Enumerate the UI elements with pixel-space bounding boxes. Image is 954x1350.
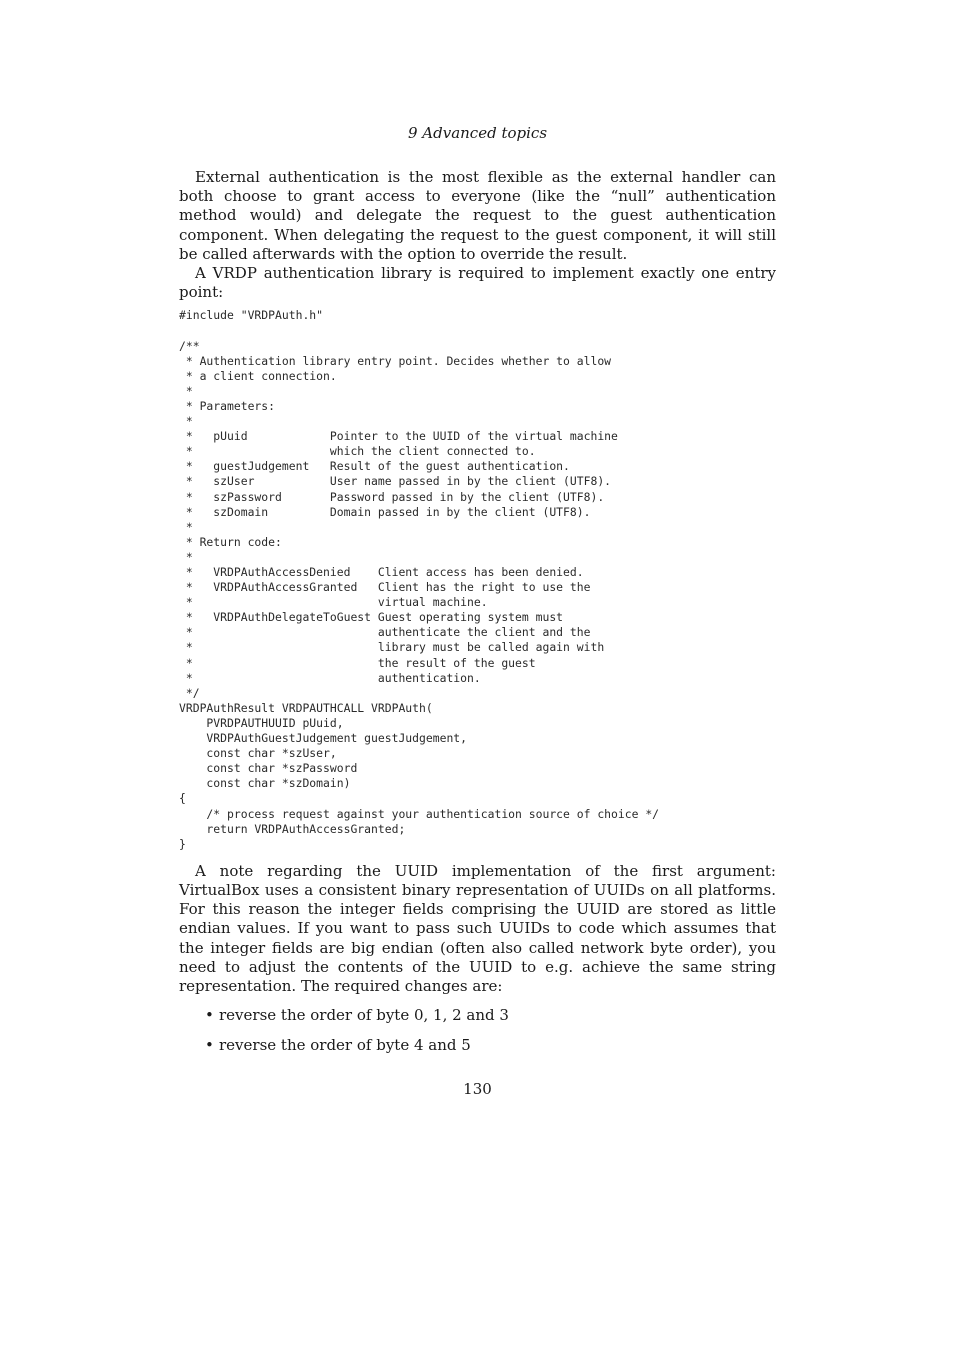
list-item [205, 1036, 776, 1055]
running-head: 9 Advanced topics [407, 124, 548, 142]
page-number: 130 [463, 1080, 492, 1098]
paragraph-external-auth: External authentication is the most flexible as the external handler can both choose to grant access to everyone (like the “null” authentication method would) and delegate the request to the guest authentication component. When delegating the request to the guest component, it will still be called afterwards with the option to override the result. [179, 168, 776, 263]
paragraph-uuid-note: A note regarding the UUID implementation of the first argument: VirtualBox uses a consistent binary representation of UUIDs on all platforms. For this reason the integer fields comprising the UUID are stored as little endian values. If you want to pass such UUIDs to code which assumes that the integer fields are big endian (often also called network byte order), you need to adjust the contents of the UUID to e.g. achieve the same string representation. The required changes are: [179, 861, 776, 996]
paragraph-entry-point: A VRDP authentication library is required to implement exactly one entry point: [179, 264, 776, 302]
bullet-icon: • [205, 1036, 214, 1055]
list-item-text: reverse the order of byte 4 and 5 [219, 1036, 471, 1055]
code-block-vrdpauth: #include "VRDPAuth.h" /** * Authentication library entry point. Decides whether to allow * a client connection. * * Parameters: * * pUuid Pointer to the UUID of the virtual machine * which the client connected to. * guestJudgement Result of the guest authentication. * szUser User name passed in by the client (UTF8). * szPassword Password passed in by the client (UTF8). * szDomain Domain passed in by the client (UTF8). * * Return code: * * VRDPAuthAccessDenied Client access has been denied. * VRDPAuthAccessGranted Client has the right to use the * virtual machine. * VRDPAuthDelegateToGuest Guest operating system must * authenticate the client and the * library must be called again with * the result of the guest * authentication. */ VRDPAuthResult VRDPAUTHCALL VRDPAuth( PVRDPAUTHUUID pUuid, VRDPAuthGuestJudgement guestJudgement, const char *szUser, const char *szPassword const char *szDomain) { /* process request against your authentication source of choice */ return VRDPAuthAccessGranted; } [179, 308, 660, 851]
list-item [205, 1006, 776, 1025]
list-item-text: reverse the order of byte 0, 1, 2 and 3 [219, 1006, 509, 1025]
bullet-icon: • [205, 1006, 214, 1025]
bullet-list [179, 1006, 776, 1055]
body-text [179, 168, 776, 1067]
